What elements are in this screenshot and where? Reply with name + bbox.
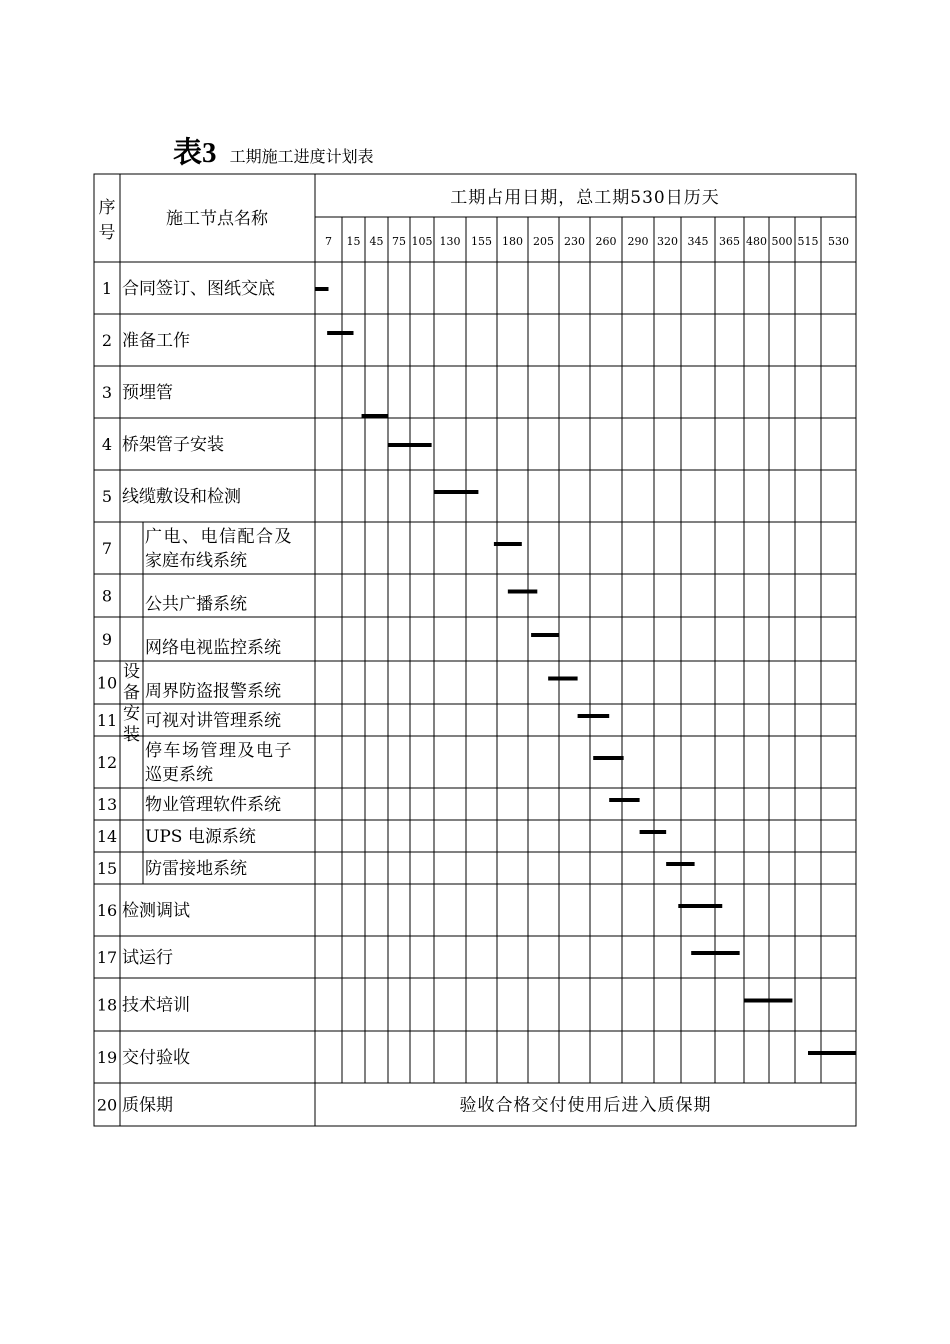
row-name: 巡更系统 — [145, 765, 213, 785]
row-number: 11 — [96, 711, 118, 730]
row-name: 试运行 — [122, 948, 173, 968]
schedule-bar — [434, 490, 478, 494]
row-number: 10 — [96, 673, 118, 693]
day-tick-label: 155 — [471, 235, 492, 248]
row-name: 网络电视监控系统 — [145, 638, 281, 658]
schedule-bar — [327, 331, 353, 335]
schedule-bar — [691, 951, 739, 955]
day-tick-label: 290 — [627, 235, 649, 248]
schedule-bar — [578, 714, 610, 718]
row-number: 12 — [96, 753, 118, 772]
schedule-bar — [548, 677, 577, 681]
row-name: 交付验收 — [122, 1048, 190, 1068]
schedule-bar — [640, 830, 667, 834]
row-name: 防雷接地系统 — [145, 859, 247, 879]
day-tick-label: 75 — [392, 235, 406, 248]
day-tick-label: 320 — [657, 235, 678, 248]
row-number: 3 — [101, 383, 113, 402]
day-tick-label: 345 — [687, 235, 709, 248]
row-number: 13 — [96, 795, 118, 814]
row-number: 5 — [101, 487, 113, 506]
row-name: 检测调试 — [122, 901, 190, 921]
row-name: 停车场管理及电子 — [145, 741, 293, 761]
group-label: 备 — [123, 683, 140, 703]
day-tick-label: 45 — [369, 235, 384, 248]
day-tick-label: 365 — [719, 235, 740, 248]
day-tick-label: 180 — [502, 235, 523, 248]
day-tick-label: 260 — [595, 235, 617, 248]
row-name: 质保期 — [122, 1095, 173, 1116]
day-tick-label: 500 — [771, 235, 793, 248]
schedule-bar — [744, 999, 792, 1003]
schedule-bar — [494, 542, 522, 546]
row-name: 线缆敷设和检测 — [122, 487, 241, 507]
row-number: 15 — [96, 859, 118, 878]
row-number: 4 — [101, 435, 113, 454]
seq-header: 序 — [98, 198, 116, 218]
row-number: 18 — [96, 995, 118, 1015]
row-number: 19 — [96, 1048, 118, 1067]
day-tick-label: 205 — [533, 235, 554, 248]
row-number: 8 — [101, 586, 113, 606]
table-title: 工期施工进度计划表 — [229, 147, 374, 166]
row-number: 7 — [101, 539, 113, 558]
row-name: 技术培训 — [122, 995, 190, 1016]
row-number: 17 — [96, 948, 118, 967]
day-tick-label: 515 — [797, 235, 819, 248]
seq-header: 号 — [98, 223, 116, 243]
name-header: 施工节点名称 — [166, 209, 268, 229]
schedule-bar — [666, 862, 694, 866]
schedule-bar — [593, 756, 623, 760]
schedule-bar — [531, 633, 559, 637]
row-name: 准备工作 — [122, 331, 190, 351]
day-tick-label: 530 — [828, 235, 849, 248]
schedule-bar — [678, 904, 722, 908]
group-label: 设 — [123, 662, 140, 682]
table-number: 表3 — [173, 137, 217, 169]
row-number: 2 — [101, 331, 113, 350]
day-tick-label: 230 — [564, 235, 585, 248]
group-label: 装 — [123, 725, 140, 745]
row-name: 预埋管 — [122, 383, 173, 403]
schedule-bar — [362, 414, 388, 418]
row-name: 合同签订、图纸交底 — [122, 279, 275, 299]
row-name: 广电、电信配合及 — [145, 527, 293, 547]
day-tick-label: 15 — [346, 235, 361, 248]
row-name: 可视对讲管理系统 — [145, 711, 281, 731]
schedule-bar — [388, 443, 432, 447]
group-label: 安 — [123, 704, 140, 724]
warranty-note: 验收合格交付使用后进入质保期 — [459, 1095, 712, 1116]
day-tick-label: 130 — [439, 235, 461, 248]
row-name: 物业管理软件系统 — [145, 795, 281, 815]
row-number: 20 — [96, 1095, 118, 1115]
day-tick-label: 480 — [746, 235, 767, 248]
row-name: UPS 电源系统 — [145, 827, 256, 847]
row-number: 1 — [101, 279, 113, 298]
row-name: 周界防盗报警系统 — [145, 681, 281, 702]
schedule-bar — [808, 1051, 856, 1055]
schedule-bar — [315, 287, 329, 291]
row-number: 16 — [96, 901, 118, 920]
row-name: 桥架管子安装 — [122, 435, 224, 455]
schedule-bar — [508, 590, 537, 594]
row-name: 公共广播系统 — [145, 594, 247, 615]
period-header: 工期占用日期，总工期530日历天 — [450, 188, 720, 208]
schedule-bar — [609, 798, 639, 802]
day-tick-label: 7 — [325, 235, 332, 248]
day-tick-label: 105 — [411, 235, 433, 248]
row-number: 9 — [101, 630, 113, 649]
row-number: 14 — [96, 827, 118, 846]
row-name: 家庭布线系统 — [145, 551, 247, 571]
